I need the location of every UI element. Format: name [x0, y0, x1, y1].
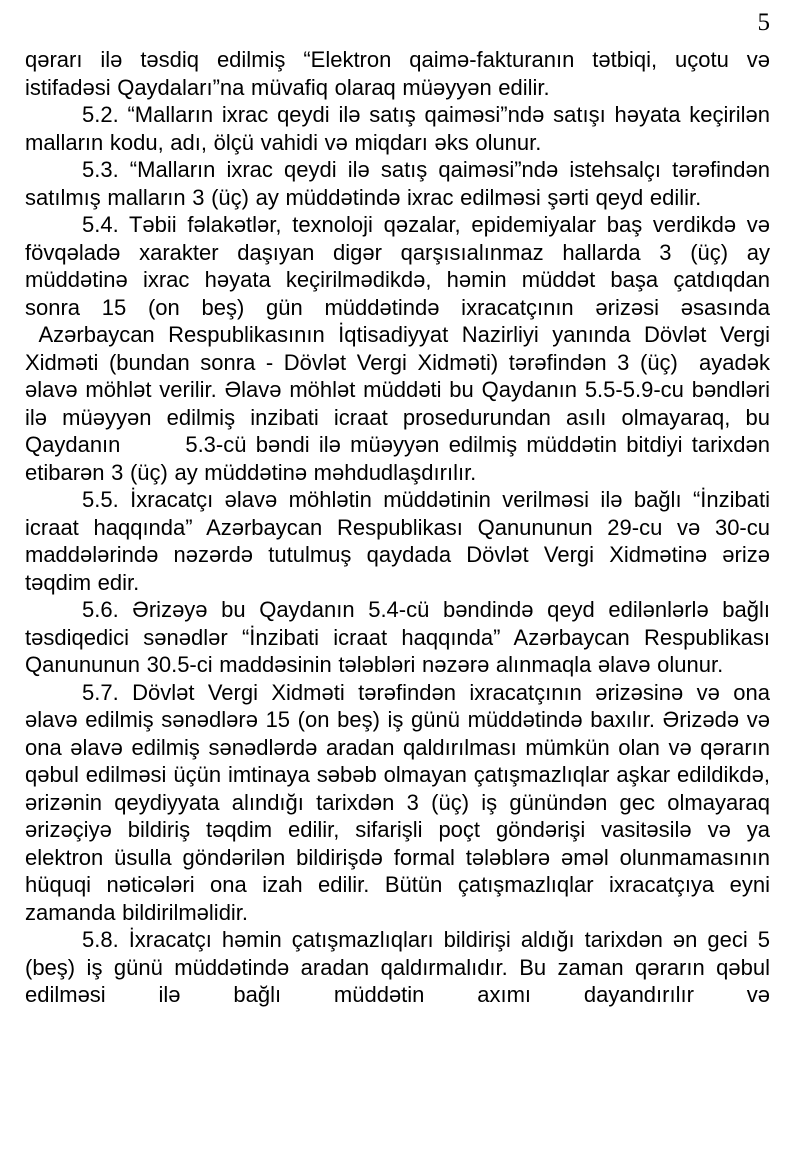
page-number: 5	[757, 9, 770, 36]
paragraph: 5.8. İxracatçı həmin çatışmazlıqları bildirişi aldığı tarixdən ən geci 5 (beş) iş günü müddətində aradan qaldırmalıdır. Bu zaman qərarın qəbul edilməsi ilə bağlı müddətin axımı dayandırılır və	[25, 927, 770, 1007]
paragraph: qərarı ilə təsdiq edilmiş “Elektron qaimə-fakturanın tətbiqi, uçotu və istifadəsi Qaydaları”na müvafiq olaraq müəyyən edilir.	[25, 47, 770, 100]
document-body	[25, 46, 770, 1009]
paragraph: 5.5. İxracatçı əlavə möhlətin müddətinin verilməsi ilə bağlı “İnzibati icraat haqqında” Azərbaycan Respublikası Qanununun 29-cu və 30-cu maddələrində nəzərdə tutulmuş qaydada Dövlət Vergi Xidmətinə ərizə təqdim edir.	[25, 487, 770, 595]
paragraph: 5.3. “Malların ixrac qeydi ilə satış qaiməsi”ndə istehsalçı tərəfindən satılmış malların 3 (üç) ay müddətində ixrac edilməsi şərti qeyd edilir.	[25, 157, 770, 210]
paragraph: 5.7. Dövlət Vergi Xidməti tərəfindən ixracatçının ərizəsinə və ona əlavə edilmiş sənədlərə 15 (on beş) iş günü müddətində baxılır. Ərizədə və ona əlavə edilmiş sənədlərdə aradan qaldırılması mümkün olan və qərarın qəbul edilməsi üçün imtinaya səbəb olmayan çatışmazlıqlar aşkar edildikdə, ərizənin qeydiyyata alındığı tarixdən 3 (üç) iş günündən gec olmayaraq ərizəçiyə bildiriş təqdim edilir, sifarişli poçt göndərişi vasitəsilə və ya elektron üsulla göndərilən bildirişdə formal tələblərə əməl olunmamasının hüquqi nəticələri ona izah edilir. Bütün çatışmazlıqlar ixracatçıya eyni zamanda bildirilməlidir.	[25, 679, 770, 925]
paragraph: 5.6. Ərizəyə bu Qaydanın 5.4-cü bəndində qeyd edilənlərlə bağlı təsdiqedici sənədlər “İnzibati icraat haqqında” Azərbaycan Respublikası Qanununun 30.5-ci maddəsinin tələbləri nəzərə alınmaqla əlavə olunur.	[25, 597, 770, 677]
paragraph: 5.2. “Malların ixrac qeydi ilə satış qaiməsi”ndə satışı həyata keçirilən malların kodu, adı, ölçü vahidi və miqdarı əks olunur.	[25, 102, 770, 155]
paragraph: 5.4. Təbii fəlakətlər, texnoloji qəzalar, epidemiyalar baş verdikdə və fövqəladə xarakter daşıyan digər qarşısıalınmaz hallarda 3 (üç) ay müddətinə ixrac həyata keçirilmədikdə, həmin müddət başa çatdıqdan sonra 15 (on beş) gün müddətində ixracatçının ərizəsi əsasında Azərbaycan Respublikasının İqtisadiyyat Nazirliyi yanında Dövlət Vergi Xidməti (bundan sonra - Dövlət Vergi Xidməti) tərəfindən 3 (üç) ayadək əlavə möhlət verilir. Əlavə möhlət müddəti bu Qaydanın 5.5-5.9-cu bəndləri ilə müəyyən edilmiş inzibati icraat prosedurundan asılı olmayaraq, bu Qaydanın 5.3-cü bəndi ilə müəyyən edilmiş müddətin bitdiyi tarixdən etibarən 3 (üç) ay müddətinə məhdudlaşdırılır.	[25, 212, 770, 485]
